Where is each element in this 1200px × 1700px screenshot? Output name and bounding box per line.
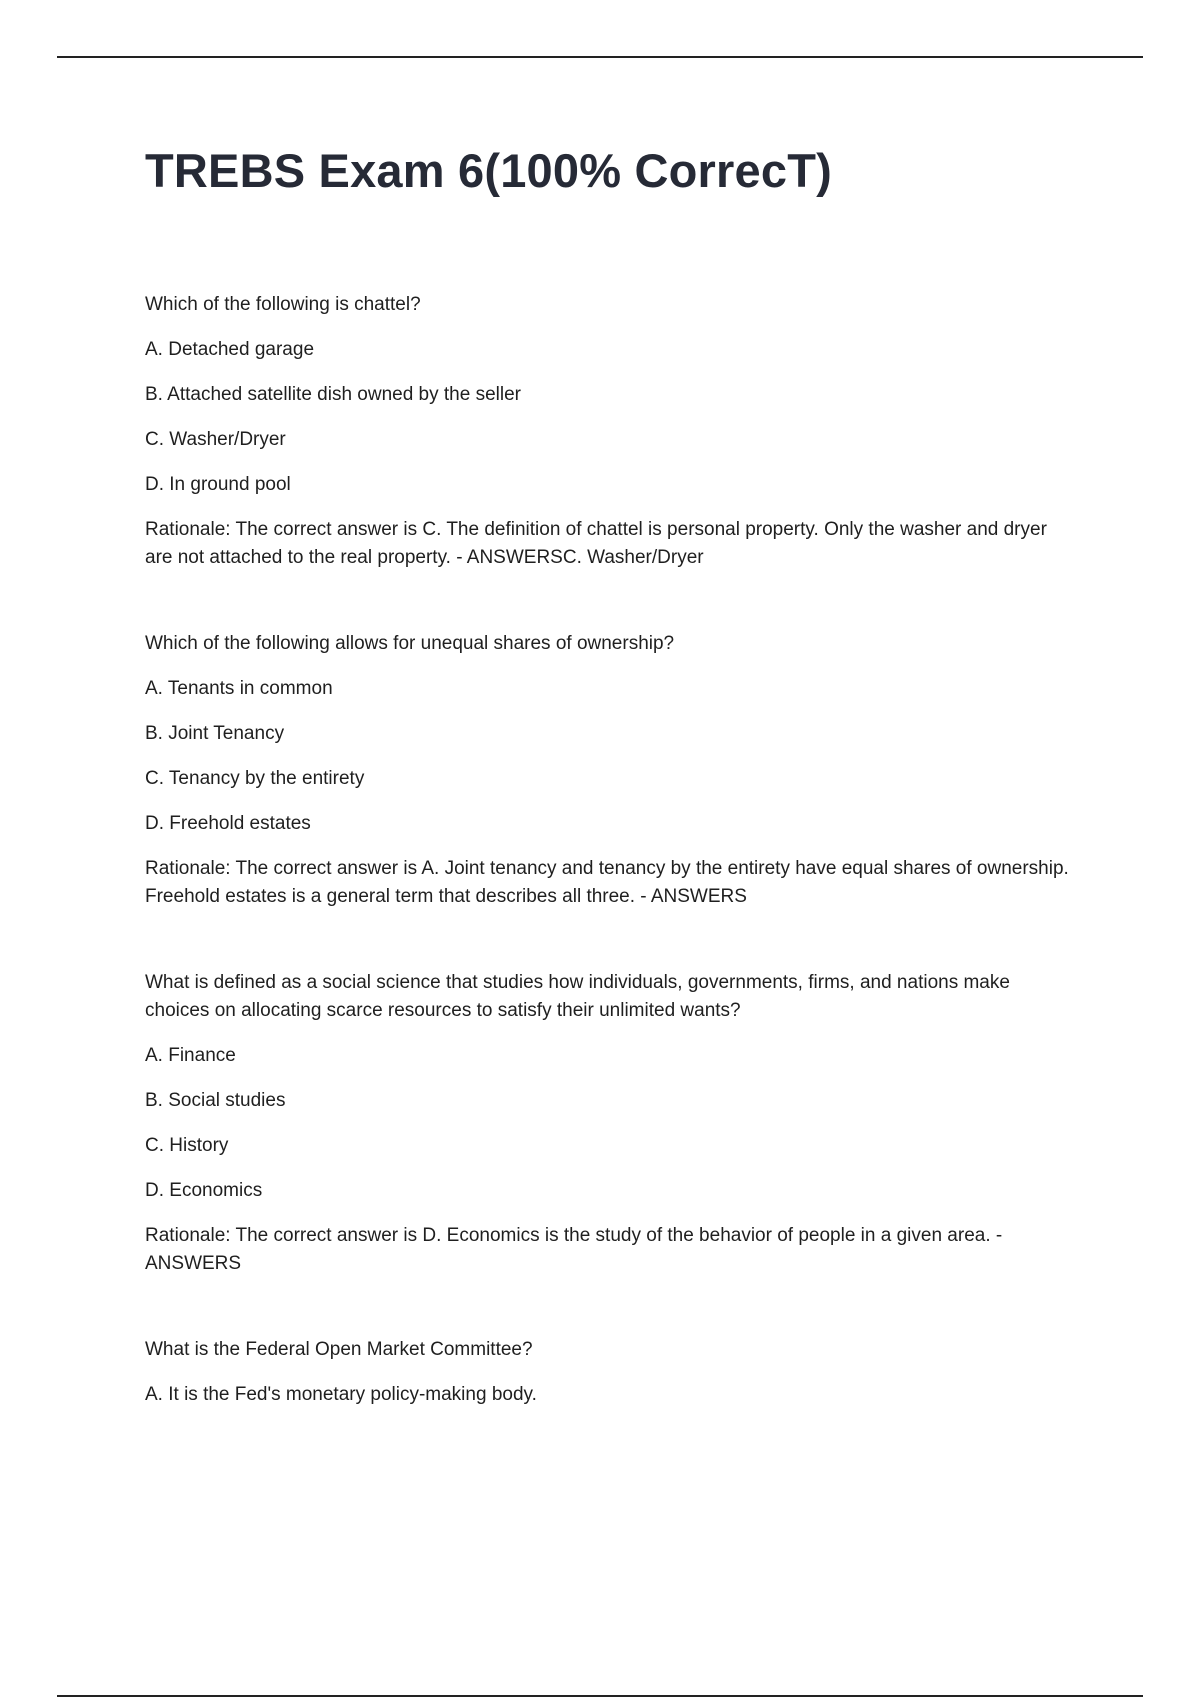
question-prompt: What is the Federal Open Market Committee? [145,1339,533,1360]
answer-option-b: B. Social studies [145,1090,286,1111]
rationale-text: Rationale: The correct answer is C. The definition of chattel is personal property. Only the washer and dryer are not attached to the real property. - ANSWERSC. Washer/Dryer [145,519,1047,568]
answer-option-d: D. Economics [145,1180,263,1201]
rationale-text: Rationale: The correct answer is A. Joint tenancy and tenancy by the entirety have equal shares of ownership. Freehold estates is a general term that describes all three. - ANSWERS [145,858,1069,907]
answer-option-d: D. Freehold estates [145,813,311,834]
answer-option-b: B. Joint Tenancy [145,723,285,744]
question-prompt: Which of the following is chattel? [145,294,421,315]
question-block-3 [145,969,1075,1278]
answer-option-a: A. Tenants in common [145,678,333,699]
answer-option-c: C. Tenancy by the entirety [145,768,365,789]
answer-option-c: C. History [145,1135,229,1156]
answer-option-a: A. It is the Fed's monetary policy-making body. [145,1384,537,1405]
answer-option-a: A. Finance [145,1045,236,1066]
answer-option-a: A. Detached garage [145,339,315,360]
answer-option-b: B. Attached satellite dish owned by the seller [145,384,522,405]
page-title: TREBS Exam 6(100% CorrecT) [145,144,832,197]
question-prompt: What is defined as a social science that studies how individuals, governments, firms, and nations make choices on allocating scarce resources to satisfy their unlimited wants? [145,972,1010,1021]
footer-rule [57,1695,1143,1697]
question-block-1 [145,291,1075,572]
question-list [145,291,1075,1467]
question-prompt: Which of the following allows for unequal shares of ownership? [145,633,675,654]
question-block-2 [145,630,1075,911]
header-rule [57,56,1143,58]
answer-option-c: C. Washer/Dryer [145,429,286,450]
answer-option-d: D. In ground pool [145,474,291,495]
question-block-4 [145,1336,1075,1409]
rationale-text: Rationale: The correct answer is D. Economics is the study of the behavior of people in a given area. - ANSWERS [145,1225,1003,1274]
